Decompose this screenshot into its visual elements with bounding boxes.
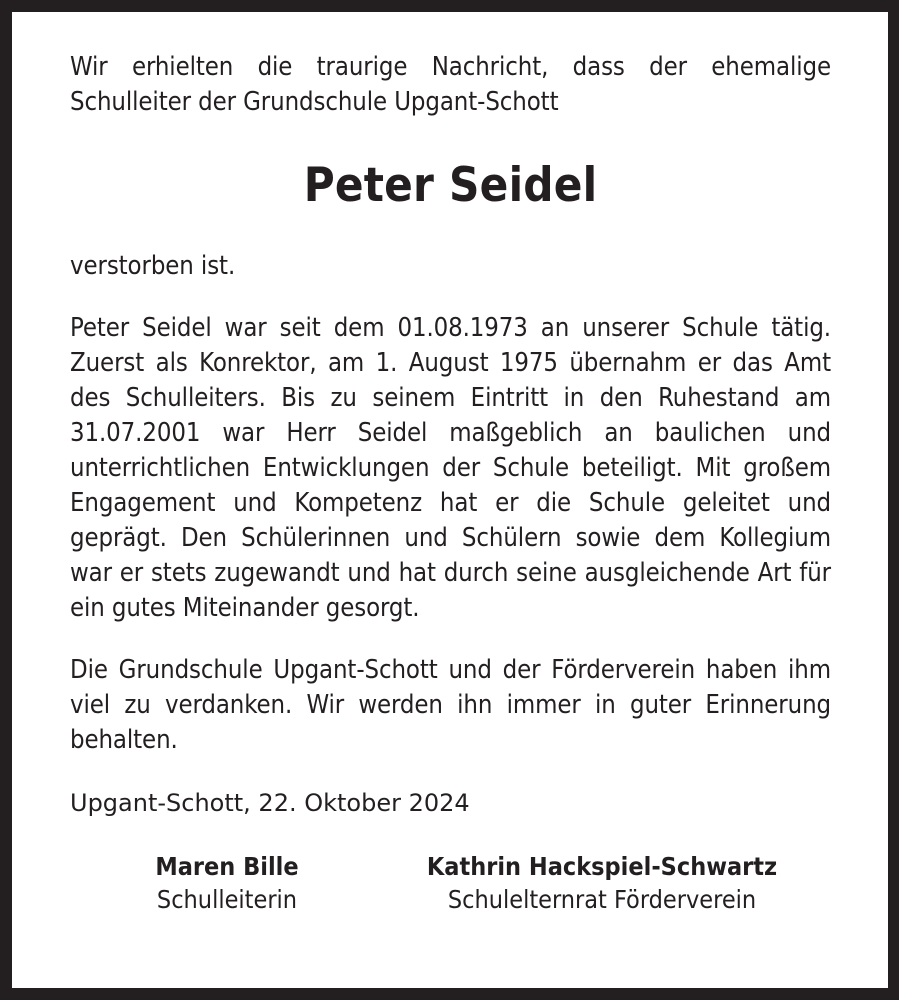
biography-paragraph: Peter Seidel war seit dem 01.08.1973 an unserer Schule tätig. Zuerst als Konrektor, am 1. August 1975 übernahm er das Amt des Schulleiters. Bis zu seinem Eintritt in den Ruhestand am 31.07.2001 war Herr Seidel maßgeblich an baulichen und unterrichtlichen Entwicklungen der Schule beteiligt. Mit großem Engagement und Kompetenz hat er die Schule geleitet und geprägt. Den Schülerinnen und Schülern sowie dem Kollegium war er stets zugewandt und hat durch seine ausgleichende Art für ein gutes Miteinander gesorgt. xyxy=(70,313,831,623)
spacer-before-date xyxy=(70,758,831,787)
deceased-name: Peter Seidel xyxy=(303,158,598,213)
signature-block xyxy=(70,851,831,916)
place-and-date: Upgant-Schott, 22. Oktober 2024 xyxy=(70,789,470,817)
spacer-before-closing xyxy=(70,626,831,653)
obituary-notice-body xyxy=(70,50,831,916)
signatory-name: Kathrin Hackspiel-Schwartz xyxy=(426,852,778,881)
signatory-role: Schulelternrat Förderverein xyxy=(447,885,757,914)
signatory-role: Schulleiterin xyxy=(156,885,298,914)
signatory-headmistress xyxy=(82,851,372,916)
spacer-before-signatures xyxy=(70,819,831,851)
signatory-parents-council xyxy=(402,851,802,916)
spacer-before-biography xyxy=(70,284,831,311)
lead-paragraph: Wir erhielten die traurige Nachricht, dass der ehemalige Schulleiter der Grundschule Upgant-Schott xyxy=(70,52,831,117)
after-name-paragraph: verstorben ist. xyxy=(70,251,236,281)
closing-paragraph: Die Grundschule Upgant-Schott und der Förderverein haben ihm viel zu verdanken. Wir werden ihn immer in guter Erinnerung behalten. xyxy=(70,655,831,755)
obituary-notice-card xyxy=(12,12,888,988)
spacer-below-name xyxy=(70,209,831,249)
spacer-above-name xyxy=(70,120,831,162)
signatory-name: Maren Bille xyxy=(155,852,299,881)
